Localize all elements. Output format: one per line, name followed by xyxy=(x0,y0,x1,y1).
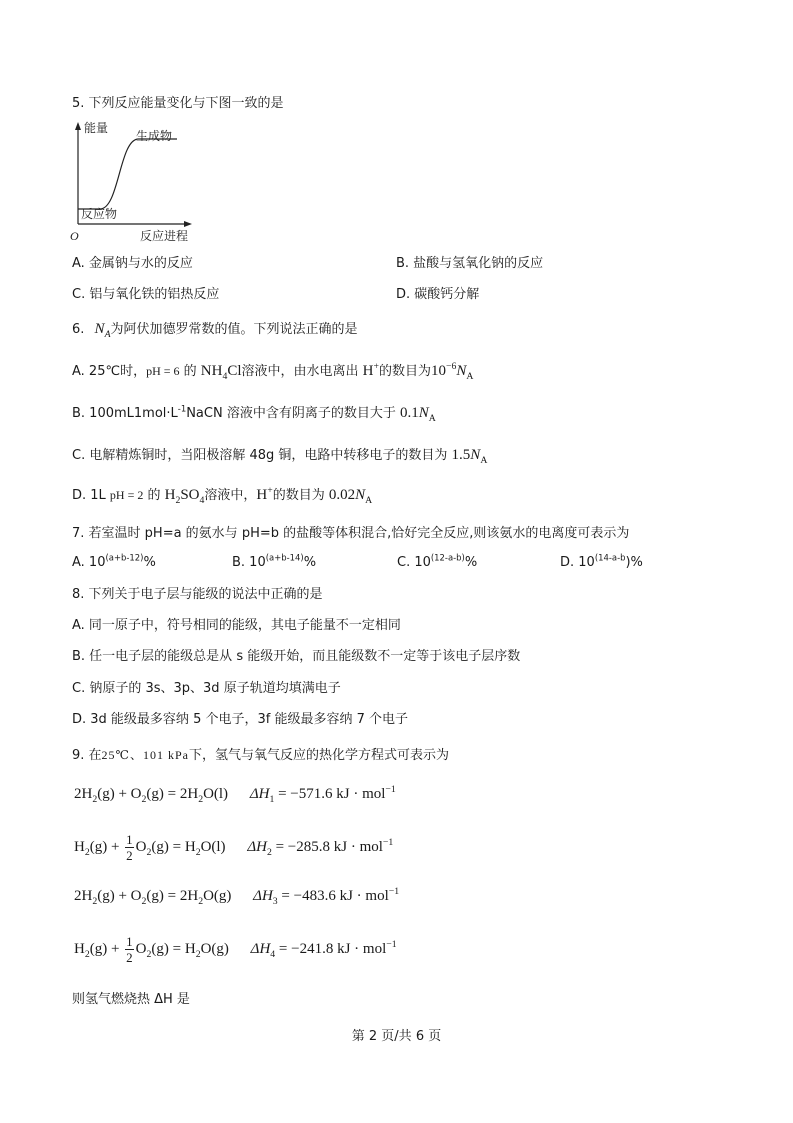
origin-label: O xyxy=(70,229,79,243)
q6-option-b: B. $100mL1mol\cdot L^{-1}NaCN$ 溶液中含有阴离子的数目大于 $0.1N_A$ xyxy=(72,403,436,424)
q8-stem: 8. 下列关于电子层与能级的说法中正确的是 xyxy=(72,587,323,602)
q5-option-d: D. 碳酸钙分解 xyxy=(396,287,480,302)
product-label: 生成物 xyxy=(136,129,173,143)
q5-option-c: C. 铝与氧化铁的铝热反应 xyxy=(72,287,220,302)
energy-curve xyxy=(78,139,177,209)
fraction-half: $\frac{1}{2}$ xyxy=(126,832,133,863)
q9-equation-2: $H_2(g)$ + $\frac{1}{2}$ $O_2(g) = H_2O(l) \Delta H_2 = -285.8$ kJ · mol$^{-1}$ xyxy=(74,832,394,863)
q7-option-c: C. 10$^{(12-a-b)}$% xyxy=(397,552,478,570)
q7-stem: 7. 若室温时 pH=a 的氨水与 pH=b 的盐酸等体积混合,恰好完全反应,则该氨水的电离度可表示为 xyxy=(72,526,630,541)
q8-option-d: D. 3d 能级最多容纳 5 个电子，3f 能级最多容纳 7 个电子 xyxy=(72,712,408,727)
x-axis-arrow xyxy=(184,221,192,227)
q5-stem: 5. 下列反应能量变化与下图一致的是 xyxy=(72,96,284,111)
q8-option-b: B. 任一电子层的能级总是从 s 能级开始，而且能级数不一定等于该电子层序数 xyxy=(72,649,521,664)
q8-option-a: A. 同一原子中，符号相同的能级，其电子能量不一定相同 xyxy=(72,618,401,633)
q9-equation-4: $H_2(g)$ + $\frac{1}{2}$ $O_2(g) = H_2O(g) \Delta H_4 = -241.8$ kJ · mol$^{-1}$ xyxy=(74,934,397,965)
y-axis-label: 能量 xyxy=(84,121,109,135)
y-axis-arrow xyxy=(75,122,81,130)
q9-stem: 9. 在25℃、101 kPa下，氢气与氧气反应的热化学方程式可表示为 xyxy=(72,748,449,763)
q9-ask: 则氢气燃烧热 ΔH 是 xyxy=(72,992,190,1007)
reactant-label: 反应物 xyxy=(81,207,118,221)
q7-option-a: A. $10^{(a+b-12)}\%$ xyxy=(72,552,156,570)
energy-diagram xyxy=(68,120,196,245)
q7-option-d: D. 10$^{(14-a-b}$)% xyxy=(560,552,643,570)
q5-option-a: A. 金属钠与水的反应 xyxy=(72,256,193,271)
page-footer: 第 2 页/共 6 页 xyxy=(351,1029,442,1044)
q6-option-a: A. 25℃时，pH = 6 的 $NH_4Cl$溶液中，由水电离出 H+的数目为$10^{-6}N_A$ xyxy=(72,361,474,382)
q9-equation-3: $2H_2(g) + O_2(g) = 2H_2O(g) \Delta H_3 = -483.6$ kJ · mol$^{-1}$ xyxy=(74,886,400,907)
q7-option-b: B. $10^{(a+b-14)}\%$ xyxy=(232,552,317,570)
q6-option-d: D. 1L pH = 2 的 $H_2SO_4$溶液中，H+的数目为 $0.02N_A$ xyxy=(72,485,373,506)
fraction-half: $\frac{1}{2}$ xyxy=(126,934,133,965)
x-axis-label: 反应进程 xyxy=(140,229,189,243)
q6-option-c: C. 电解精炼铜时，当阳极溶解 48g 铜，电路中转移电子的数目为 $1.5N_A$ xyxy=(72,447,488,466)
q5-option-b: B. 盐酸与氢氧化钠的反应 xyxy=(396,256,544,271)
q6-stem: 6. $N_A$为阿伏加德罗常数的值。下列说法正确的是 xyxy=(72,321,358,340)
q8-option-c: C. 钠原子的 3s、3p、3d 原子轨道均填满电子 xyxy=(72,681,341,696)
q9-equation-1: $2H_2(g) + O_2(g) = 2H_2O(l) \Delta H_1 = -571.6$ kJ · mol$^{-1}$ xyxy=(74,784,396,805)
